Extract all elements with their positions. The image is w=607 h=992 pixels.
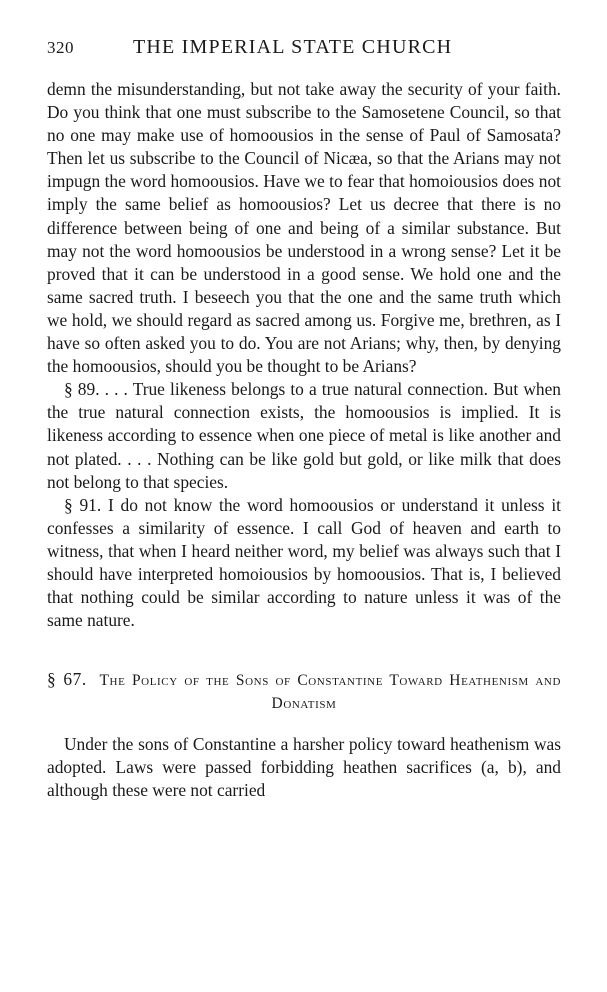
section-heading [47,668,561,715]
section-title: The Policy of the Sons of Constantine Toward Heathenism and Donatism [99,672,562,713]
paragraph-continued: demn the misunderstanding, but not take away the security of your faith. Do you think that one must subscribe to the Samosetene Council, so that no one may make use of homoousios in the sense of Paul of Samosata? Then let us subscribe to the Council of Nicæa, so that the Arians may not impugn the word homoousios. Have we to fear that homoiousios does not imply the same belief as homoousios? Let us decree that there is no difference between being of one and being of a similar substance. But may not the word homoousios be understood in a wrong sense? Let it be proved that it can be understood in a good sense. We hold one and the same sacred truth. I beseech you that the one and the same truth which we hold, we should regard as sacred among us. Forgive me, brethren, as I have so often asked you to do. You are not Arians; why, then, by denying the homoousios, should you be thought to be Arians? [47,79,561,377]
running-title: THE IMPERIAL STATE CHURCH [133,36,453,58]
paragraph-section-89: § 89. . . . True likeness belongs to a true natural connection. But when the true natural connection exists, the homoousios is implied. It is likeness according to essence when one piece of metal is like another and not plated. . . . Nothing can be like gold but gold, or like milk that does not belong to that species. [47,379,561,492]
paragraph-section-91: § 91. I do not know the word homoousios or understand it unless it confesses a similarity of essence. I call God of heaven and earth to witness, that when I heard neither word, my belief was always such that I should have interpreted homoiousios by homoousios. That is, I believed that nothing could be similar according to nature unless it was of the same nature. [47,494,561,631]
section-body [47,733,561,802]
running-head [47,36,561,66]
section-number: § 67. [47,669,87,690]
main-text [47,78,561,632]
book-page [47,36,561,803]
page-number: 320 [47,38,74,57]
section-opening-paragraph: Under the sons of Constantine a harsher policy toward heathenism was adopted. Laws were passed forbidding heathen sacrifices (a, b), and although these were not carried [47,734,561,801]
